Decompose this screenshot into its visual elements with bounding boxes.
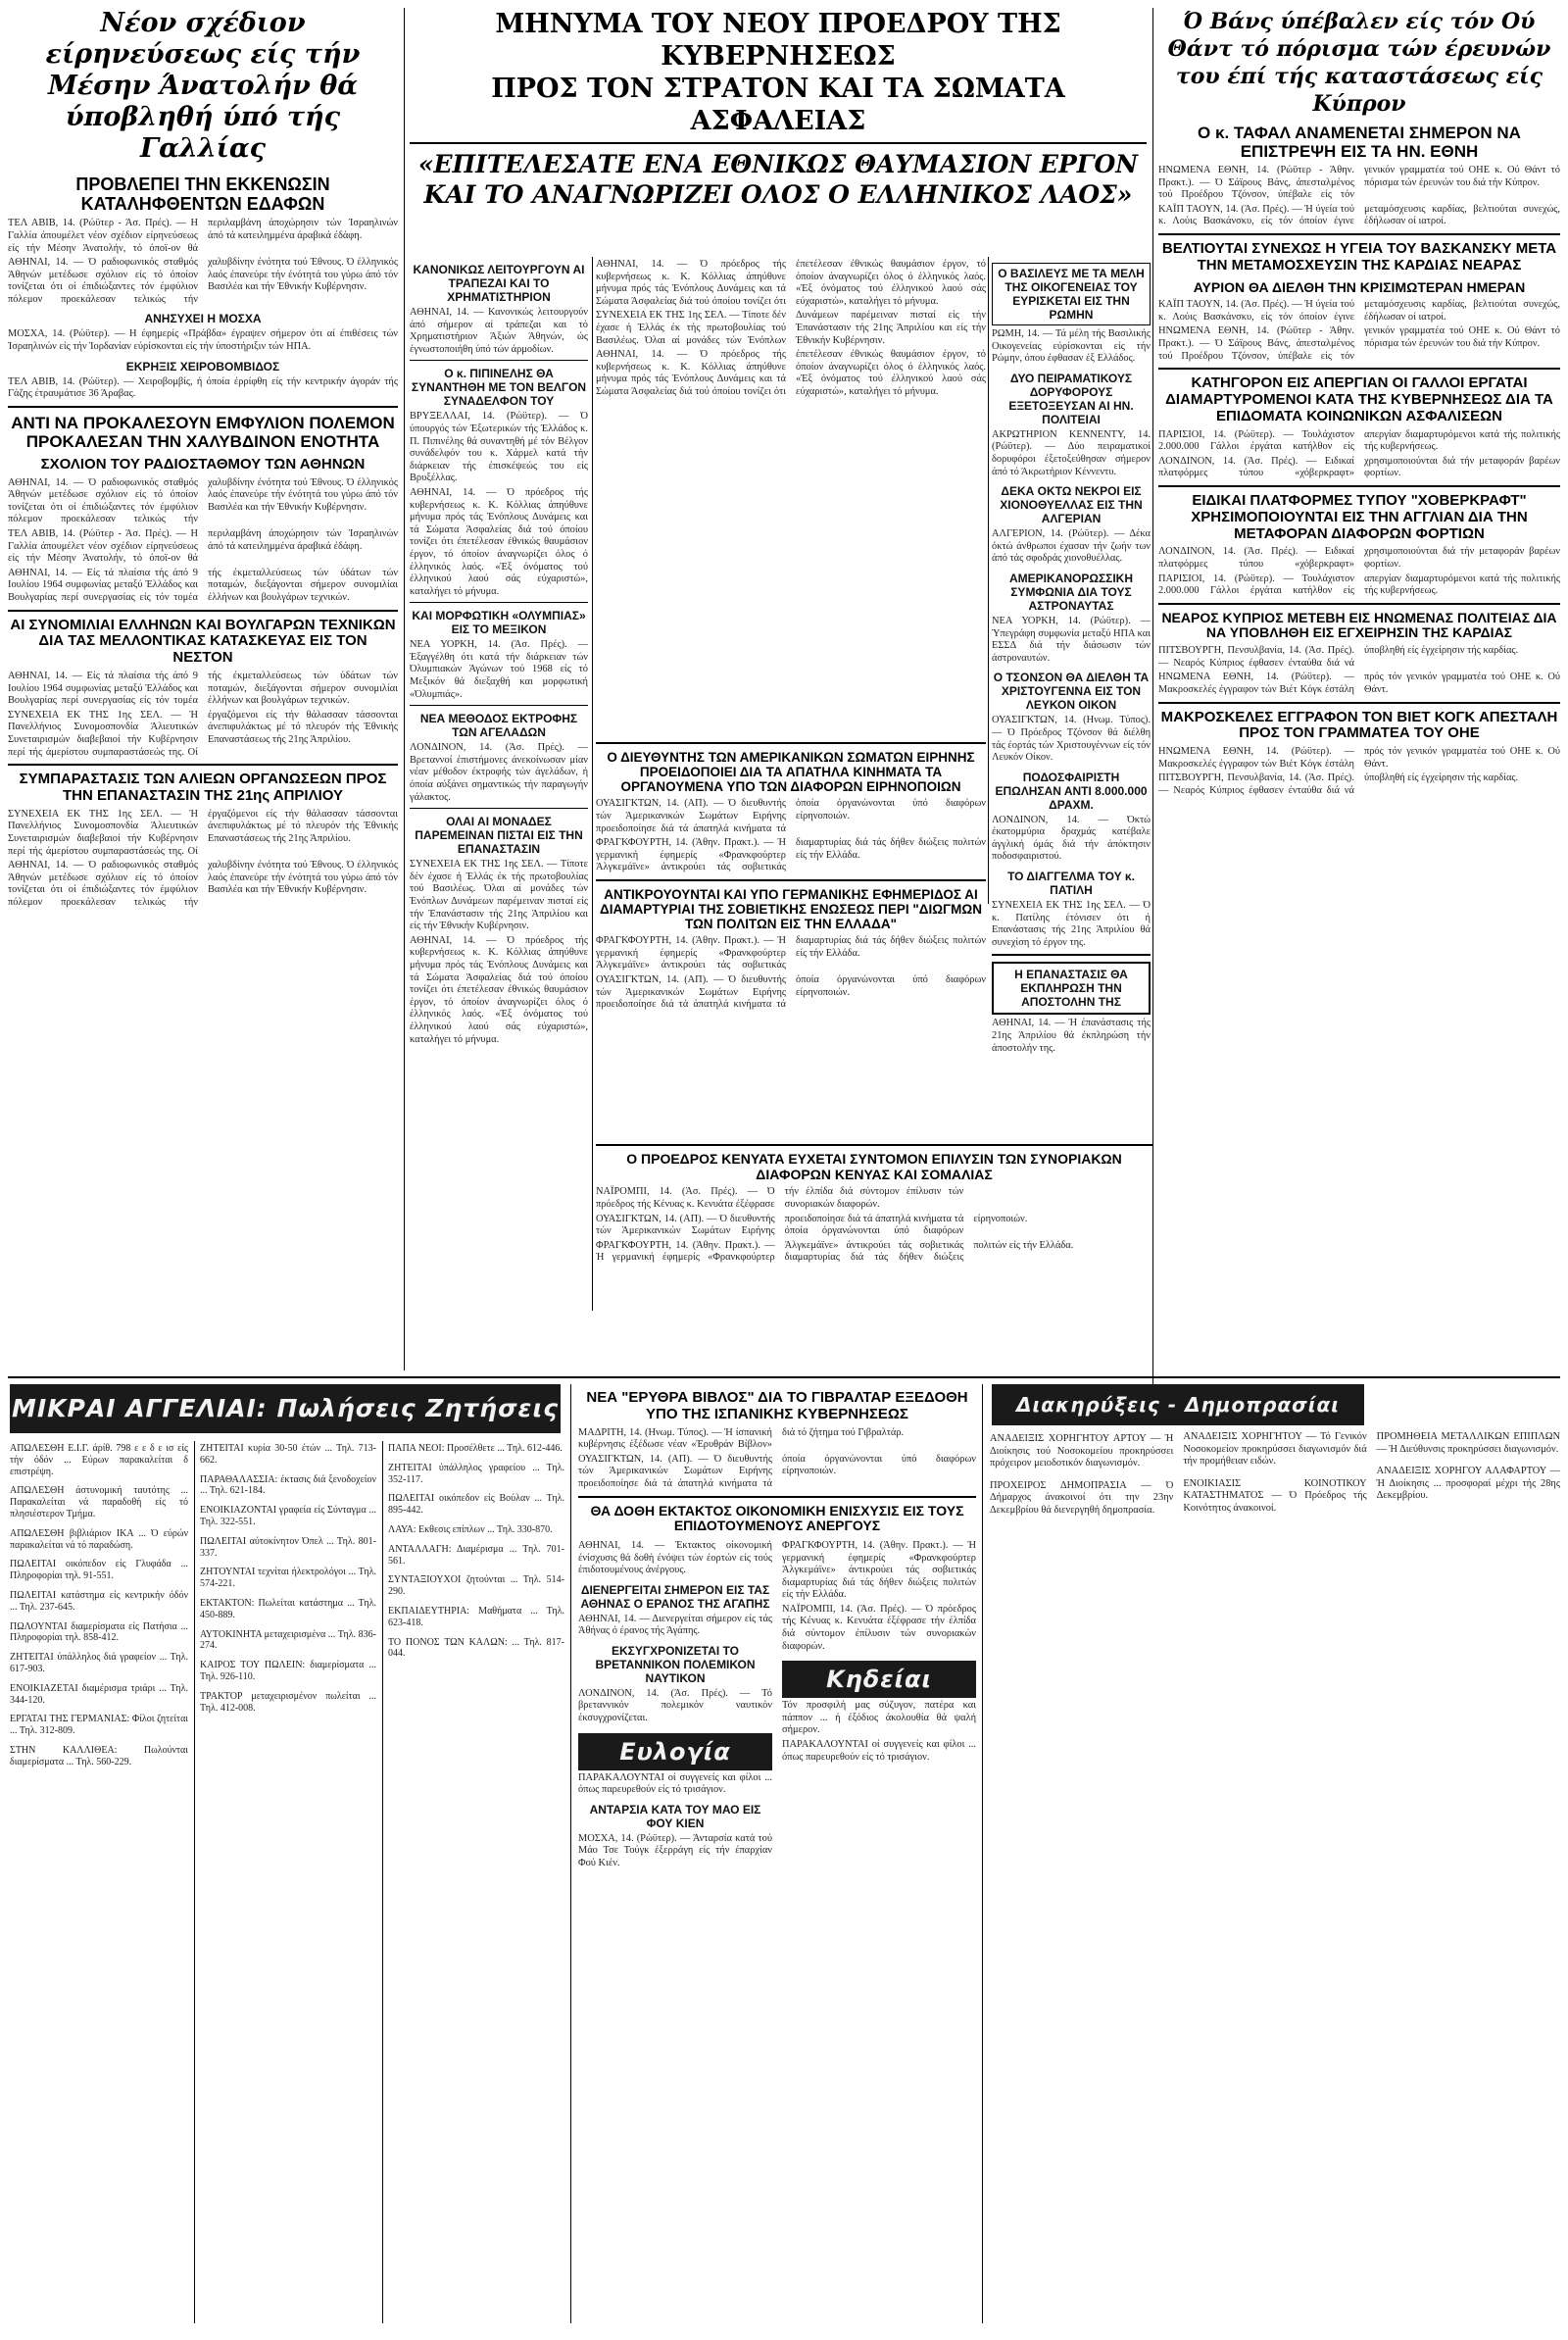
column-rule — [982, 1384, 983, 2323]
ads-col3-item: ΠΑΠΑ ΝΕΟΙ: Προσέλθετε ... Τηλ. 612-446. — [388, 1443, 563, 1454]
fishermen-body-2: ΑΘΗΝΑΙ, 14. — Ό ραδιοφωνικός σταθμός Άθηνών μετέδωσε σχόλιον είς τό όποίον τονίζεται ότι οί έπιδιώξαντες τόν έμφύλιον πόλεμον προεκάλεσαν τελικώς τήν χαλυβδίνην ένότητα τού Έθνους. Ό έλληνικός λαός έπανεύρε τήν ένότητά του γύρω άπό τόν Βασιλέα και τήν Έθνικήν Κυβέρνησιν. — [8, 860, 398, 908]
hovercraft-body: ΛΟΝΔΙΝΟΝ, 14. (Άσ. Πρές). — Ειδικαί πλατφόρμες τύπου «χόβερκραφτ» χρησιμοποιούνται διά τήν μεταφοράν βαρέων φορτίων. — [1158, 546, 1560, 571]
nestos-body: ΑΘΗΝΑΙ, 14. — Είς τά πλαίσια τής άπό 9 Ιουλίου 1964 συμφωνίας μεταξύ Έλλάδος και Βουλγαρίας περί συνεργασίας είς τόν τομέα τής έκμεταλλεύσεως τών ύδάτων τών ποταμών, διεξάγονται σήμερον συνομιλίαι έλλήνων και βουλγάρων τεχνικών. — [8, 671, 398, 707]
ads-col1-item: ΑΠΩΛΕΣΘΗ άστυνομική ταυτότης ... Παρακαλείται νά παραδοθή είς τό πλησιέστερον Τμήμα. — [10, 1485, 188, 1519]
funerals-banner: Κηδείαι — [782, 1661, 976, 1698]
mid-body: ΜΟΣΧΑ, 14. (Ρώϋτερ). — Η έφημερίς «Πράβδα» έγραψεν σήμερον ότι αί έπιθέσεις τών Ίσραηλινών είς τήν Ίορδανίαν εύρίσκονται είς τήν ύποστήριξιν τών ΗΠΑ. — [8, 328, 398, 353]
algeria-headline: ΔΕΚΑ ΟΚΤΩ ΝΕΚΡΟΙ ΕΙΣ ΧΙΟΝΟΘΥΕΛΛΑΣ ΕΙΣ ΤΗΝ ΑΛΓΕΡΙΑΝ — [1000, 484, 1143, 526]
divider — [1158, 485, 1560, 487]
hovercraft-body-2: ΠΑΡΙΣΙΟΙ, 14. (Ρώϋτερ). — Τουλάχιστον 2.000.000 Γάλλοι έργάται κατήλθον είς απεργίαν διαμαρτυρόμενοι κατά τής πολιτικής τής κυβερνήσεως. — [1158, 573, 1560, 597]
ads-col3-item: ΣΥΝΤΑΞΙΟΥΧΟΙ ζητούνται ... Τηλ. 514-290. — [388, 1574, 564, 1598]
center-column-a — [410, 257, 588, 1311]
ads-col1-item: ΑΠΩΛΕΣΘΗ Ε.Ι.Γ. άρίθ. 798 ε ε δ ε ισ είς τήν όδόν ... Εύρων παρακαλείται δ επιστρέψη. — [10, 1443, 188, 1477]
footballer-body: ΛΟΝΔΙΝΟΝ, 14. — Όκτώ έκατομμύρια δραχμάς κατέβαλε άγγλική όμάς διά τήν άπόκτησιν ποδοσφαιριστού. — [992, 814, 1151, 863]
left-column — [8, 8, 398, 1372]
pipinelis-headline: Ο κ. ΠΙΠΙΝΕΛΗΣ ΘΑ ΣΥΝΑΝΤΗΘΗ ΜΕ ΤΟΝ ΒΕΛΓΟΝ ΣΥΝΑΔΕΛΦΟΝ ΤΟΥ — [411, 367, 587, 409]
classifieds-col-2 — [200, 1441, 376, 2323]
message-body: ΑΘΗΝΑΙ, 14. — Ό πρόεδρος τής κυβερνήσεως κ. Κ. Κόλλιας άπηύθυνε μήνυμα πρός τάς Ένόπλους Δυνάμεις και τά Σώματα Άσφαλείας διά τού όποίου τονίζει ότι έπετέλεσαν έθνικώς θαυμάσιον έργον, τό όποίον άναγνωρίζει όλος ό έλληνικός λαός. «Έξ όνόματος τού έλληνικού λαού σάς εύχαριστώ», καταλήγει τό μήνυμα. — [596, 259, 986, 307]
cypriot-body: ΠΙΤΣΒΟΥΡΓΗ, Πενσυλβανία, 14. (Άσ. Πρές). — Νεαρός Κύπριος έφθασεν ένταύθα διά νά ύποβληθή είς έγχείρησιν τής καρδίας. — [1158, 645, 1519, 669]
olympiad-headline: ΚΑΙ ΜΟΡΦΩΤΙΚΗ «ΟΛΥΜΠΙΑΣ» ΕΙΣ ΤΟ ΜΕΞΙΚΟΝ — [412, 609, 586, 637]
king-body: ΡΩΜΗ, 14. — Τά μέλη τής Βασιλικής Οικογενείας εύρίσκονται είς τήν Ρώμην, όπου έφθασαν έξ Ελλάδος. — [992, 328, 1151, 365]
ads-col1-item: ΕΝΟΙΚΙΑΖΕΤΑΙ διαμέρισμα τριάρι ... Τηλ. 344-120. — [10, 1682, 188, 1706]
pipinelis-body-2: ΑΘΗΝΑΙ, 14. — Ό πρόεδρος τής κυβερνήσεως κ. Κ. Κόλλιας άπηύθυνε μήνυμα πρός τάς Ένόπλους Δυνάμεις και τά Σώματα Άσφαλείας διά τού όποίου τονίζει ότι έπετέλεσαν έθνικώς θαυμάσιον έργον, τό όποίον άναγνωρίζει όλος ό έλληνικός λαός. «Έξ όνόματος τού έλληνικού λαού σάς εύχαριστώ», καταλήγει τό μήνυμα. — [410, 486, 588, 597]
divider — [596, 742, 986, 744]
washkansky-body-2: ΗΝΩΜΕΝΑ ΕΘΝΗ, 14. (Ρώϋτερ - Άθην. Πρακτ.). — Ό Σάϊρους Βάνς, άπεσταλμένος τού Προέδρου Τζόνσον, ύπέβαλε είς τόν γενικόν γραμματέα τού ΟΗΕ κ. Ού Θάντ τό πόρισμα τών έρευνών του διά τήν Κύπρον. — [1158, 325, 1560, 362]
bottom-middle — [578, 1384, 976, 2325]
ads-col1-item: ΣΤΗΝ ΚΑΛΛΙΘΕΑ: Πωλούνται διαμερίσματα ... Τηλ. 560-229. — [10, 1744, 188, 1767]
col-right — [782, 1538, 976, 1872]
strike-headline: ΚΑΤΗΓΟΡΟΝ ΕΙΣ ΑΠΕΡΓΙΑΝ ΟΙ ΓΑΛΛΟΙ ΕΡΓΑΤΑΙ ΔΙΑΜΑΡΤΥΡΟΜΕΝΟΙ ΚΑΤΑ ΤΗΣ ΚΥΒΕΡΝΗΣΕΩΣ ΔΙΑ ΤΑ ΕΠΙΔΟΜΑΤΑ ΚΟΙΝΩΝΙΚΩΝ ΑΣΦΑΛΙΣΕΩΝ — [1165, 374, 1553, 424]
headline-fishermen: ΣΥΜΠΑΡΑΣΤΑΣΙΣ ΤΩΝ ΑΛΙΕΩΝ ΟΡΓΑΝΩΣΕΩΝ ΠΡΟΣ ΤΗΝ ΕΠΑΝΑΣΤΑΣΙΝ ΤΗΣ 21ης ΑΠΡΙΛΙΟΥ — [19, 771, 387, 804]
unemployed-headline: ΘΑ ΔΟΘΗ ΕΚΤΑΚΤΟΣ ΟΙΚΟΝΟΜΙΚΗ ΕΝΙΣΧΥΣΙΣ ΕΙΣ ΤΟΥΣ ΕΠΙΔΟΤΟΥΜΕΝΟΥΣ ΑΝΕΡΓΟΥΣ — [590, 1502, 964, 1534]
charity-body: ΑΘΗΝΑΙ, 14. — Διενεργείται σήμερον είς τάς Άθήνας ό έρανος τής Άγάπης. — [578, 1613, 772, 1637]
hovercraft-headline: ΕΙΔΙΚΑΙ ΠΛΑΤΦΟΡΜΕΣ ΤΥΠΟΥ "ΧΟΒΕΡΚΡΑΦΤ" ΧΡΗΣΙΜΟΠΟΙΟΥΝΤΑΙ ΕΙΣ ΤΗΝ ΑΓΓΛΙΑΝ ΔΙΑ ΤΗΝ ΜΕΤΑΦΟΡΑΝ ΔΙΑΦΟΡΩΝ ΦΟΡΤΙΩΝ — [1191, 492, 1528, 542]
ads-col2-item: ΑΥΤΟΚΙΝΗΤΑ μεταχειρισμένα ... Τηλ. 836-274. — [200, 1628, 376, 1652]
column-rule — [988, 257, 989, 904]
kenya-article — [596, 1139, 1152, 1374]
headline-radio-comment: ΣΧΟΛΙΟΝ ΤΟΥ ΡΑΔΙΟΣΤΑΘΜΟΥ ΤΩΝ ΑΘΗΝΩΝ — [40, 455, 366, 473]
tender-item: ΑΝΑΔΕΙΞΙΣ ΧΟΡΗΓΟΥ ΑΛΑΦΑΡΤΟΥ — Ή Διοίκησις ... προσφοραί μέχρι τής 28ης Δεκεμβρίου. — [1376, 1466, 1560, 1502]
navy-body: ΛΟΝΔΙΝΟΝ, 14. (Άσ. Πρές). — Τό βρεταννικόν πολεμικόν ναυτικόν έκσυγχρονίζεται. — [578, 1687, 772, 1724]
vietcong-body-2: ΠΙΤΣΒΟΥΡΓΗ, Πενσυλβανία, 14. (Άσ. Πρές). — Νεαρός Κύπριος έφθασεν ένταύθα διά νά ύποβληθή είς έγχείρησιν τής καρδίας. — [1158, 772, 1519, 796]
kenyatta-body-3: ΦΡΑΓΚΦΟΥΡΤΗ, 14. (Άθην. Πρακτ.). — Ή γερμανική έφημερίς «Φρανκφούρτερ Άλγκεμάϊνε» άντικρούει τάς σοβιετικάς διαμαρτυρίας διά τάς δήθεν διώξεις πολιτών είς τήν Ελλάδα. — [596, 1239, 1074, 1264]
divider — [1158, 603, 1560, 605]
ads-col1-item: ΠΩΛΕΙΤΑΙ οικόπεδον είς Γλυφάδα ... Πληροφορίαι τηλ. 91-551. — [10, 1559, 188, 1582]
column-rule — [592, 257, 593, 1311]
washkansky-headline: ΒΕΛΤΙΟΥΤΑΙ ΣΥΝΕΧΩΣ Η ΥΓΕΙΑ ΤΟΥ ΒΑΣΚΑΝΣΚΥ ΜΕΤΑ ΤΗΝ ΜΕΤΑΜΟΣΧΕΥΣΙΝ ΤΗΣ ΚΑΡΔΙΑΣ ΝΕΑΡΑΣ — [1161, 240, 1557, 274]
column-rule — [570, 1384, 571, 2323]
nestos-body-2: ΣΥΝΕΧΕΙΑ ΕΚ ΤΗΣ 1ης ΣΕΛ. — Ή Πανελλήνιος Συνομοσπονδία Άλιευτικών Συνεταιρισμών διαβεβαιοί τήν Κυβέρνησιν περί τής άμερίστου συμπαραστάσεώς της. Οί έργαζόμενοι είς τήν θάλασσαν τάσσονται άνεπιφυλάκτως μέ τό πλευρόν τής Έθνικής Επαναστάσεως τής 21ης Άπριλίου. — [8, 709, 398, 758]
vietcong-body: ΗΝΩΜΕΝΑ ΕΘΝΗ, 14. (Ρώϋτερ). — Μακροσκελές έγγραφον τών Βιέτ Κόγκ έστάλη πρός τόν γενικόν γραμματέα τού ΟΗΕ κ. Ού Θάντ. — [1158, 746, 1560, 770]
ads-col1-item: ΑΠΩΛΕΣΘΗ βιβλιάριον ΙΚΑ ... Ό εύρών παρακαλείται νά τό παραδώση. — [10, 1527, 188, 1551]
vance-body-2: ΚΑΪΠ ΤΑΟΥΝ, 14. (Άσ. Πρές). — Ή ύγεία τού κ. Λούις Βασκάνσκυ, είς τόν όποίον έγινε μεταμόσχευσις καρδίας, βελτιούται συνεχώς, έδήλωσαν οί ιατροί. — [1158, 203, 1560, 227]
ads-col3-item: ΠΩΛΕΙΤΑΙ οικόπεδον είς Βούλαν ... Τηλ. 895-442. — [388, 1493, 564, 1517]
ads-col1-item: ΠΩΛΕΙΤΑΙ κατάστημα είς κεντρικήν όδόν ... Τηλ. 237-645. — [10, 1589, 188, 1613]
divider — [596, 879, 986, 881]
divider — [410, 142, 1147, 144]
banner-line-2: ΠΡΟΣ ΤΟΝ ΣΤΡΑΤΟΝ ΚΑΙ ΤΑ ΣΩΜΑΤΑ ΑΣΦΑΛΕΙΑΣ — [491, 74, 1065, 136]
banner-line-1: ΜΗΝΥΜΑ ΤΟΥ ΝΕΟΥ ΠΡΟΕΔΡΟΥ ΤΗΣ ΚΥΒΕΡΝΗΣΕΩΣ — [495, 9, 1061, 72]
blessing-body: ΠΑΡΑΚΑΛΟΥΝΤΑΙ οί συγγενείς και φίλοι ... όπως παρευρεθούν είς τό τρισάγιον. — [578, 1771, 772, 1796]
unemployed-body-3: ΝΑΪΡΟΜΠΙ, 14. (Άσ. Πρές). — Ό πρόεδρος τής Κένυας κ. Κενυάτα έξέφρασε τήν έλπίδα διά σύντομον έπίλυσιν τών συνοριακών διαφορών. — [782, 1603, 976, 1652]
lead-body-2: ΑΘΗΝΑΙ, 14. — Ό ραδιοφωνικός σταθμός Άθηνών μετέδωσε σχόλιον είς τό όποίον τονίζεται ότι οί έπιδιώξαντες τόν έμφύλιον πόλεμον προεκάλεσαν τελικώς τήν χαλυβδίνην ένότητα τού Έθνους. Ό έλληνικός λαός έπανεύρε τήν ένότητά του γύρω άπό τόν Βασιλέα και τήν Έθνικήν Κυβέρνησιν. — [8, 257, 398, 305]
column-rule — [382, 1441, 383, 2323]
johnson-body: ΟΥΑΣΙΓΚΤΩΝ, 14. (Ηνωμ. Τύπος). — Ό Πρόεδρος Τζόνσον θά διέλθη τάς έορτάς τών Χριστουγέννων είς τόν Λευκόν Οίκον. — [992, 715, 1151, 764]
astronauts-body: ΝΕΑ ΥΟΡΚΗ, 14. (Ρώϋτερ). — Ύπεγράφη συμφωνία μεταξύ ΗΠΑ και ΕΣΣΔ διά τήν διάσωσιν τών άστροναυτών. — [992, 615, 1151, 664]
tafal-subheadline: Ο κ. ΤΑΦΑΛ ΑΝΑΜΕΝΕΤΑΙ ΣΗΜΕΡΟΝ ΝΑ ΕΠΙΣΤΡΕΨΗ ΕΙΣ ΤΑ ΗΝ. ΕΘΝΗ — [1198, 124, 1521, 162]
washkansky-body: ΚΑΪΠ ΤΑΟΥΝ, 14. (Άσ. Πρές). — Ή ύγεία τού κ. Λούις Βασκάνσκυ, είς τόν όποίον έγινε μεταμόσχευσις καρδίας, βελτιούται συνεχώς, έδήλωσαν οί ιατροί. — [1158, 299, 1560, 323]
right-column — [1158, 8, 1560, 1375]
blessing-banner: Ευλογία — [578, 1733, 772, 1770]
mid-subheadline-2: ΕΚΡΗΞΙΣ ΧΕΙΡΟΒΟΜΒΙΔΟΣ — [125, 359, 280, 373]
middle-articles — [596, 737, 986, 1139]
cypriot-body-2: ΗΝΩΜΕΝΑ ΕΘΝΗ, 14. (Ρώϋτερ). — Μακροσκελές έγγραφον τών Βιέτ Κόγκ έστάλη πρός τόν γενικόν γραμματέα τού ΟΗΕ κ. Ού Θάντ. — [1158, 672, 1560, 695]
ads-col1-item: ΕΡΓΑΤΑΙ ΤΗΣ ΓΕΡΜΑΝΙΑΣ: Φίλοι ζητείται ... Τηλ. 312-809. — [10, 1714, 188, 1737]
lead-body: ΤΕΛ ΑΒΙΒ, 14. (Ρώϋτερ - Άσ. Πρές). — Η Γαλλία άπουμέλετ νέον σχέδιον είρηνεύσεως είς τήν Μέσην Άνατολήν, τό όποϊ-ον θά περιλαμβάνη άποχώρησιν τών Ίσραηλινών άπό τά κατειλημμένα άραβικά έδάφη. — [8, 218, 398, 254]
peace-corps-headline: Ο ΔΙΕΥΘΥΝΤΗΣ ΤΩΝ ΑΜΕΡΙΚΑΝΙΚΩΝ ΣΩΜΑΤΩΝ ΕΙΡΗΝΗΣ ΠΡΟΕΙΔΟΠΟΙΕΙ ΔΙΑ ΤΑ ΑΠΑΤΗΛΑ ΚΙΝΗΜΑΤΑ ΤΑ ΟΡΓΑΝΟΥΜΕΝΑ ΥΠΟ ΤΩΝ ΔΙΑΦΟΡΩΝ ΕΙΡΗΝΟΠΟΙΩΝ — [607, 750, 975, 795]
lead-subheadline: ΠΡΟΒΛΕΠΕΙ ΤΗΝ ΕΚΚΕΝΩΣΙΝ ΚΑΤΑΛΗΦΘΕΝΤΩΝ ΕΔΑΦΩΝ — [75, 174, 330, 215]
funerals-body: Τόν προσφιλή μας σύζυγον, πατέρα και πάππον ... ή έξόδιος άκολουθία θά ψαλή σήμερον. — [782, 1700, 976, 1736]
peace-corps-body-2: ΦΡΑΓΚΦΟΥΡΤΗ, 14. (Άθην. Πρακτ.). — Ή γερμανική έφημερίς «Φρανκφούρτερ Άλγκεμάϊνε» άντικρούει τάς σοβιετικάς διαμαρτυρίας διά τάς δήθεν διώξεις πολιτών είς τήν Ελλάδα. — [596, 837, 986, 873]
algeria-body: ΑΛΓΕΡΙΟΝ, 14. (Ρώϋτερ). — Δέκα όκτώ άνθρωποι έχασαν τήν ζωήν των άπό τάς σφοδράς χιονοθυέλλας. — [992, 528, 1151, 565]
washkansky-subheadline: ΑΥΡΙΟΝ ΘΑ ΔΙΕΛΘΗ ΤΗΝ ΚΡΙΣΙΜΩΤΕΡΑΝ ΗΜΕΡΑΝ — [1193, 278, 1526, 295]
ads-col3-item: ΛΑΥΑ: Εκθεσις επίπλων ... Τηλ. 330-870. — [388, 1523, 553, 1535]
kenyatta-body: ΝΑΪΡΟΜΠΙ, 14. (Άσ. Πρές). — Ό πρόεδρος τής Κένυας κ. Κενυάτα έξέφρασε τήν έλπίδα διά σύντομον έπίλυσιν τών συνοριακών διαφορών. — [596, 1186, 964, 1210]
peace-corps-body: ΟΥΑΣΙΓΚΤΩΝ, 14. (ΑΠ). — Ό διευθυντής τών Άμερικανικών Σωμάτων Ειρήνης προειδοποίησε διά τά άπατηλά κινήματα τά όποία όργανώνονται ύπό διαφόρων είρηνοποιών. — [596, 798, 986, 834]
ads-col2-item: ΕΝΟΙΚΙΑΖΟΝΤΑΙ γραφεία είς Σύνταγμα ... Τηλ. 322-551. — [200, 1505, 376, 1527]
cattle-body: ΛΟΝΔΙΝΟΝ, 14. (Άσ. Πρές). — Βρεταννοί έπιστήμονες άνεκοίνωσαν μίαν νέαν μέθοδον έκτροφής τών άγελάδων, ή όποία αύξάνει σημαντικώς τήν παραγωγήν γάλακτος. — [410, 742, 588, 803]
cypriot-headline: ΝΕΑΡΟΣ ΚΥΠΡΙΟΣ ΜΕΤΕΒΗ ΕΙΣ ΗΝΩΜΕΝΑΣ ΠΟΛΙΤΕΙΑΣ ΔΙΑ ΝΑ ΥΠΟΒΛΗΘΗ ΕΙΣ ΕΓΧΕΙΡΗΣΙΝ ΤΗΣ ΚΑΡΔΙΑΣ — [1161, 609, 1557, 641]
section-rule — [8, 1376, 1560, 1378]
ads-col3-item: ΖΗΤΕΙΤΑΙ ύπάλληλος γραφείου ... Τηλ. 352-117. — [388, 1462, 564, 1485]
lead-headline: Νέον σχέδιον είρηνεύσεως είς τήν Μέσην Άνατολήν θά ύποβληθή ύπό τής Γαλλίας — [45, 8, 361, 164]
unemployed-body: ΑΘΗΝΑΙ, 14. — Έκτακτος οίκονομική ένίσχυσις θά δοθή ένόψει τών έορτών είς τούς έπιδοτουμένους άνέργους. — [578, 1539, 772, 1576]
ads-col2-item: ΠΩΛΕΙΤΑΙ αύτοκίνητον Όπελ ... Τηλ. 801-337. — [200, 1535, 376, 1559]
tender-item: ΑΝΑΔΕΙΞΙΣ ΧΟΡΗΓΗΤΟΥ — Τό Γενικόν Νοσοκομείον προκηρύσσει διαγωνισμόν διά τήν προμήθειαν ειδών. — [1183, 1431, 1367, 1468]
red-book-headline: ΝΕΑ "ΕΡΥΘΡΑ ΒΙΒΛΟΣ" ΔΙΑ ΤΟ ΓΙΒΡΑΛΤΑΡ ΕΞΕΔΟΘΗ ΥΠΟ ΤΗΣ ΙΣΠΑΝΙΚΗΣ ΚΥΒΕΡΝΗΣΕΩΣ — [586, 1389, 968, 1422]
divider — [8, 406, 398, 408]
message-body-3: ΑΘΗΝΑΙ, 14. — Ό πρόεδρος τής κυβερνήσεως κ. Κ. Κόλλιας άπηύθυνε μήνυμα πρός τάς Ένόπλους Δυνάμεις και τά Σώματα Άσφαλείας διά τού όποίου τονίζει ότι έπετέλεσαν έθνικώς θαυμάσιον έργον, τό όποίον άναγνωρίζει όλος ό έλληνικός λαός. «Έξ όνόματος τού έλληνικού λαού σάς εύχαριστώ», καταλήγει τό μήνυμα. — [596, 349, 986, 397]
divider — [1158, 368, 1560, 370]
col-left — [578, 1538, 772, 1872]
two-col — [578, 1538, 976, 1872]
message-body-2: ΣΥΝΕΧΕΙΑ ΕΚ ΤΗΣ 1ης ΣΕΛ. — Τίποτε δέν έχασε ή Έλλάς έκ τής πρωτοβουλίας τού Βασιλέως. Όλαι αί μονάδες τών Ένόπλων Δυνάμεων παρέμειναν πισταί είς τήν Έπανάστασιν τής 21ης Άπριλίου και είς τήν Έθνικήν Κυβέρνησιν. — [596, 310, 986, 346]
tenders-banner: Διακηρύξεις - Δημοπρασίαι — [992, 1384, 1364, 1425]
king-headline: Ο ΒΑΣΙΛΕΥΣ ΜΕ ΤΑ ΜΕΛΗ ΤΗΣ ΟΙΚΟΓΕΝΕΙΑΣ ΤΟΥ ΕΥΡΙΣΚΕΤΑΙ ΕΙΣ ΤΗΝ ΡΩΜΗΝ — [992, 263, 1151, 325]
center-column-b — [596, 257, 986, 737]
patilis-body: ΣΥΝΕΧΕΙΑ ΕΚ ΤΗΣ 1ης ΣΕΛ. — Ό κ. Πατίλης έτόνισεν ότι ή Επανάστασις τής 21ης Άπριλίου θά συνεχίση τό έργον της. — [992, 900, 1151, 948]
patilis-headline: ΤΟ ΔΙΑΓΓΕΛΜΑ ΤΟΥ κ. ΠΑΤΙΛΗ — [1007, 870, 1135, 898]
vance-body: ΗΝΩΜΕΝΑ ΕΘΝΗ, 14. (Ρώϋτερ - Άθην. Πρακτ.). — Ό Σάϊρους Βάνς, άπεσταλμένος τού Προέδρου Τζόνσον, ύπέβαλε είς τόν γενικόν γραμματέα τού ΟΗΕ κ. Ού Θάντ τό πόρισμα τών έρευνών του διά τήν Κύπρον. — [1158, 165, 1560, 201]
classifieds-banner: ΜΙΚΡΑΙ ΑΓΓΕΛΙΑΙ: Πωλήσεις Ζητήσεις — [10, 1384, 561, 1433]
german-paper-body: ΦΡΑΓΚΦΟΥΡΤΗ, 14. (Άθην. Πρακτ.). — Ή γερμανική έφημερίς «Φρανκφούρτερ Άλγκεμάϊνε» άντικρούει τάς σοβιετικάς διαμαρτυρίας διά τάς δήθεν διώξεις πολιτών είς τήν Ελλάδα. — [596, 935, 986, 971]
headline-civil-war: ΑΝΤΙ ΝΑ ΠΡΟΚΑΛΕΣΟΥΝ ΕΜΦΥΛΙΟΝ ΠΟΛΕΜΟΝ ΠΡΟΚΑΛΕΣΑΝ ΤΗΝ ΧΑΛΥΒΔΙΝΟΝ ΕΝΟΤΗΤΑ — [11, 413, 395, 451]
red-book-body: ΜΑΔΡΙΤΗ, 14. (Ηνωμ. Τύπος). — Ή ίσπανική κυβέρνησις έξέδωσε νέαν «Έρυθράν Βίβλον» διά τό ζήτημα τού Γιβραλτάρ. — [578, 1426, 905, 1451]
classifieds-col-1 — [10, 1441, 188, 2323]
divider — [410, 360, 588, 361]
divider — [1158, 233, 1560, 235]
headline-nestos-talks: ΑΙ ΣΥΝΟΜΙΛΙΑΙ ΕΛΛΗΝΩΝ ΚΑΙ ΒΟΥΛΓΑΡΩΝ ΤΕΧΝΙΚΩΝ ΔΙΑ ΤΑΣ ΜΕΛΛΟΝΤΙΚΑΣ ΚΑΤΑΣΚΕΥΑΣ ΕΙΣ ΤΟΝ ΝΕΣΤΟΝ — [10, 616, 396, 667]
tender-item: ΠΡΟΜΗΘΕΙΑ ΜΕΤΑΛΛΙΚΩΝ ΕΠΙΠΛΩΝ — Ή Διεύθυνσις προκηρύσσει διαγωνισμόν. — [1376, 1431, 1560, 1455]
divider — [8, 764, 398, 766]
ads-col2-item: ΤΡΑΚΤΟΡ μεταχειρισμένον πωλείται ... Τηλ. 412-008. — [200, 1690, 376, 1714]
footballer-headline: ΠΟΔΟΣΦΑΙΡΙΣΤΗ ΕΠΩΛΗΣΑΝ ΑΝΤΙ 8.000.000 ΔΡΑΧΜ. — [995, 770, 1148, 812]
mao-body: ΜΟΣΧΑ, 14. (Ρώϋτερ). — Άνταρσία κατά τού Μάο Τσε Τούγκ έξερράγη είς τήν έπαρχίαν Φού Κιέν. — [578, 1832, 772, 1869]
navy-headline: ΕΚΣΥΓΧΡΟΝΙΖΕΤΑΙ ΤΟ ΒΡΕΤΑΝΝΙΚΟΝ ΠΟΛΕΜΙΚΟΝ ΝΑΥΤΙΚΟΝ — [595, 1643, 756, 1685]
center-banner — [410, 8, 1147, 253]
ads-col3-item: ΑΝΤΑΛΛΑΓΗ: Διαμέρισμα ... Τηλ. 701-561. — [388, 1543, 564, 1567]
german-paper-body-2: ΟΥΑΣΙΓΚΤΩΝ, 14. (ΑΠ). — Ό διευθυντής τών Άμερικανικών Σωμάτων Ειρήνης προειδοποίησε διά τά άπατηλά κινήματα τά όποία όργανώνονται ύπό διαφόρων είρηνοποιών. — [596, 974, 986, 1011]
quote-headline: «ΕΠΙΤΕΛΕΣΑΤΕ ΕΝΑ ΕΘΝΙΚΩΣ ΘΑΥΜΑΣΙΟΝ ΕΡΓΟΝ ΚΑΙ ΤΟ ΑΝΑΓΝΩΡΙΖΕΙ ΟΛΟΣ Ο ΕΛΛΗΝΙΚΟΣ ΛΑΟΣ» — [417, 150, 1139, 209]
german-paper-headline: ΑΝΤΙΚΡΟΥΟΥΝΤΑΙ ΚΑΙ ΥΠΟ ΓΕΡΜΑΝΙΚΗΣ ΕΦΗΜΕΡΙΔΟΣ ΑΙ ΔΙΑΜΑΡΤΥΡΙΑΙ ΤΗΣ ΣΟΒΙΕΤΙΚΗΣ ΕΝΩΣΕΩΣ ΠΕΡΙ "ΔΙΩΓΜΩΝ ΤΩΝ ΠΟΛΙΤΩΝ ΕΙΣ ΤΗΝ ΕΛΛΑΔΑ" — [600, 886, 982, 932]
revolution-body: ΑΘΗΝΑΙ, 14. — Ή έπανάστασις τής 21ης Άπριλίου θά έκπληρώση τήν άποστολήν της. — [992, 1018, 1151, 1054]
divider — [410, 705, 588, 706]
funerals-body-2: ΠΑΡΑΚΑΛΟΥΝΤΑΙ οί συγγενείς και φίλοι ... όπως παρευρεθούν είς τό τρισάγιον. — [782, 1739, 976, 1763]
divider — [410, 602, 588, 603]
strike-body: ΠΑΡΙΣΙΟΙ, 14. (Ρώϋτερ). — Τουλάχιστον 2.000.000 Γάλλοι έργάται κατήλθον είς απεργίαν διαμαρτυρόμενοι κατά τής πολιτικής τής κυβερνήσεως. — [1158, 428, 1560, 453]
vietcong-headline: ΜΑΚΡΟΣΚΕΛΕΣ ΕΓΓΡΑΦΟΝ ΤΟΝ ΒΙΕΤ ΚΟΓΚ ΑΠΕΣΤΑΛΗ ΠΡΟΣ ΤΟΝ ΓΡΑΜΜΑΤΕΑ ΤΟΥ ΟΗΕ — [1160, 708, 1558, 742]
ads-col1-item: ΠΩΛΟΥΝΤΑΙ διαμερίσματα είς Πατήσια ... Πληροφορίαι τηλ. 858-412. — [10, 1620, 188, 1644]
units-body-2: ΑΘΗΝΑΙ, 14. — Ό πρόεδρος τής κυβερνήσεως κ. Κ. Κόλλιας άπηύθυνε μήνυμα πρός τάς Ένόπλους Δυνάμεις και τά Σώματα Άσφαλείας διά τού όποίου τονίζει ότι έπετέλεσαν έθνικώς θαυμάσιον έργον, τό όποίον άναγνωρίζει όλος ό έλληνικός λαός. «Έξ όνόματος τού έλληνικού λαού σάς εύχαριστώ», καταλήγει τό μήνυμα. — [410, 934, 588, 1045]
column-rule — [194, 1441, 195, 2323]
news-briefs-column — [992, 257, 1151, 1257]
tender-item: ΠΡΟΧΕΙΡΟΣ ΔΗΜΟΠΡΑΣΙΑ — Ό Δήμαρχος άνακοινοί ότι την 23ην Δεκεμβρίου θά διενεργηθή δημοπρασία. — [990, 1479, 1174, 1516]
divider — [596, 1144, 1152, 1146]
ads-col3-item: ΕΚΠΑΙΔΕΥΤΗΡΙΑ: Μαθήματα ... Τηλ. 623-418. — [388, 1605, 564, 1628]
ads-col2-item: ΚΑΙΡΟΣ ΤΟΥ ΠΩΛΕΙΝ: διαμερίσματα ... Τηλ. 926-110. — [200, 1660, 376, 1682]
radio-comment-body: ΑΘΗΝΑΙ, 14. — Ό ραδιοφωνικός σταθμός Άθηνών μετέδωσε σχόλιον είς τό όποίον τονίζεται ότι οί έπιδιώξαντες τόν έμφύλιον πόλεμον προεκάλεσαν τελικώς τήν χαλυβδίνην ένότητα τού Έθνους. Ό έλληνικός λαός έπανεύρε τήν ένότητά του γύρω άπό τόν Βασιλέα και τήν Έθνικήν Κυβέρνησιν. — [8, 476, 398, 525]
ads-col2-item: ΖΗΤΟΥΝΤΑΙ τεχνίται ήλεκτρολόγοι ... Τηλ. 574-221. — [200, 1567, 376, 1590]
tenders-column — [990, 1431, 1560, 2323]
classifieds-col-3 — [388, 1441, 564, 2323]
charity-headline: ΔΙΕΝΕΡΓΕΙΤΑΙ ΣΗΜΕΡΟΝ ΕΙΣ ΤΑΣ ΑΘΗΝΑΣ Ο ΕΡΑΝΟΣ ΤΗΣ ΑΓΑΠΗΣ — [580, 1582, 770, 1611]
column-rule — [404, 8, 405, 1370]
ads-col2-item: ΕΚΤΑΚΤΟΝ: Πωλείται κατάστημα ... Τηλ. 450-889. — [200, 1597, 376, 1620]
satellites-headline: ΔΥΟ ΠΕΙΡΑΜΑΤΙΚΟΥΣ ΔΟΡΥΦΟΡΟΥΣ ΕΞΕΤΟΞΕΥΣΑΝ ΑΙ ΗΝ. ΠΟΛΙΤΕΙΑΙ — [1008, 371, 1134, 426]
johnson-headline: Ο ΤΣΟΝΣΟΝ ΘΑ ΔΙΕΛΘΗ ΤΑ ΧΡΙΣΤΟΥΓΕΝΝΑ ΕΙΣ ΤΟΝ ΛΕΥΚΟΝ ΟΙΚΟΝ — [993, 671, 1150, 713]
kenyatta-headline: Ο ΠΡΟΕΔΡΟΣ ΚΕΝΥΑΤΑ ΕΥΧΕΤΑΙ ΣΥΝΤΟΜΟΝ ΕΠΙΛΥΣΙΝ ΤΩΝ ΣΥΝΟΡΙΑΚΩΝ ΔΙΑΦΟΡΩΝ ΚΕΝΥΑΣ ΚΑΙ ΣΟΜΑΛΙΑΣ — [626, 1151, 1122, 1182]
mao-headline: ΑΝΤΑΡΣΙΑ ΚΑΤΑ ΤΟΥ ΜΑΟ ΕΙΣ ΦΟΥ ΚΙΕΝ — [589, 1802, 761, 1830]
divider — [1158, 702, 1560, 704]
divider — [578, 1496, 976, 1498]
radio-comment-body-2: ΤΕΛ ΑΒΙΒ, 14. (Ρώϋτερ - Άσ. Πρές). — Η Γαλλία άπουμέλετ νέον σχέδιον είρηνεύσεως είς τήν Μέσην Άνατολήν, τό όποϊ-ον θά περιλαμβάνη άποχώρησιν τών Ίσραηλινών άπό τά κατειλημμένα άραβικά έδάφη. — [8, 528, 398, 565]
tender-item: ΑΝΑΔΕΙΞΙΣ ΧΟΡΗΓΗΤΟΥ ΑΡΤΟΥ — Ή Διοίκησις τού Νοσοκομείου προκηρύσσει πρόχειρον μειοδοτικόν διαγωνισμόν. — [990, 1433, 1174, 1469]
mid-subheadline: ΑΝΗΣΥΧΕΙ Η ΜΟΣΧΑ — [144, 312, 262, 326]
column-rule — [1152, 8, 1153, 1410]
radio-comment-body-3: ΑΘΗΝΑΙ, 14. — Είς τά πλαίσια τής άπό 9 Ιουλίου 1964 συμφωνίας μεταξύ Έλλάδος και Βουλγαρίας περί συνεργασίας είς τόν τομέα τής έκμεταλλεύσεως τών ύδάτων τών ποταμών, διεξάγονται σήμερον συνομιλίαι έλλήνων και βουλγάρων τεχνικών. — [8, 567, 398, 604]
mid-body-2: ΤΕΛ ΑΒΙΒ, 14. (Ρώϋτερ). — Χειροβομβίς, ή όποία έρρίφθη είς τήν κεντρικήν άγοράν τής Γάζης έτραυμάτισε 36 Άραβας. — [8, 375, 398, 400]
ads-col1-item: ΖΗΤΕΙΤΑΙ ύπάλληλος διά γραφείον ... Τηλ. 617-903. — [10, 1652, 188, 1674]
ads-col2-item: ΖΗΤΕΙΤΑΙ κυρία 30-50 έτών ... Τηλ. 713-662. — [200, 1443, 376, 1466]
ads-col3-item: ΤΟ ΠΟΝΟΣ ΤΩΝ ΚΑΛΩΝ: ... Τηλ. 817-044. — [388, 1636, 564, 1660]
fishermen-body: ΣΥΝΕΧΕΙΑ ΕΚ ΤΗΣ 1ης ΣΕΛ. — Ή Πανελλήνιος Συνομοσπονδία Άλιευτικών Συνεταιρισμών διαβεβαιοί τήν Κυβέρνησιν περί τής άμερίστου συμπαραστάσεώς της. Οί έργαζόμενοι είς τήν θάλασσαν τάσσονται άνεπιφυλάκτως μέ τό πλευρόν τής Έθνικής Επαναστάσεως τής 21ης Άπριλίου. — [8, 808, 398, 857]
astronauts-headline: ΑΜΕΡΙΚΑΝΟΡΩΣΣΙΚΗ ΣΥΜΦΩΝΙΑ ΔΙΑ ΤΟΥΣ ΑΣΤΡΟΝΑΥΤΑΣ — [1008, 571, 1134, 613]
tender-item: ΕΝΟΙΚΙΑΣΙΣ ΚΟΙΝΟΤΙΚΟΥ ΚΑΤΑΣΤΗΜΑΤΟΣ — Ό Πρόεδρος τής Κοινότητος άνακοινοί. — [1183, 1477, 1367, 1514]
divider — [410, 808, 588, 809]
vance-headline: Ό Βάνς ύπέβαλεν είς τόν Ού Θάντ τό πόρισμα τών έρευνών του έπί τής καταστάσεως είς Κύπρον — [1167, 9, 1551, 117]
pipinelis-body: ΒΡΥΞΕΛΛΑΙ, 14. (Ρώϋτερ). — Ό ύπουργός τών Έξωτερικών τής Έλλάδος κ. Π. Πιπινέλης θά συναντηθή μέ τόν Βέλγον συνάδελφόν του κ. Χάρμελ κατά τήν διάρκειαν τής έπισκέψεώς του είς Βρυξέλλας. — [410, 411, 588, 484]
ads-col2-item: ΠΑΡΑΘΑΛΑΣΣΙΑ: έκτασις διά ξενοδοχείον ... Τηλ. 621-184. — [200, 1473, 376, 1497]
red-book-body-2: ΟΥΑΣΙΓΚΤΩΝ, 14. (ΑΠ). — Ό διευθυντής τών Άμερικανικών Σωμάτων Ειρήνης προειδοποίησε διά τά άπατηλά κινήματα τά όποία όργανώνονται ύπό διαφόρων είρηνοποιών. — [578, 1453, 976, 1489]
units-headline: ΟΛΑΙ ΑΙ ΜΟΝΑΔΕΣ ΠΑΡΕΜΕΙΝΑΝ ΠΙΣΤΑΙ ΕΙΣ ΤΗΝ ΕΠΑΝΑΣΤΑΣΙΝ — [415, 815, 583, 857]
banks-headline: ΚΑΝΟΝΙΚΩΣ ΛΕΙΤΟΥΡΓΟΥΝ ΑΙ ΤΡΑΠΕΖΑΙ ΚΑΙ ΤΟ ΧΡΗΜΑΤΙΣΤΗΡΙΟΝ — [413, 263, 585, 304]
revolution-headline: Η ΕΠΑΝΑΣΤΑΣΙΣ ΘΑ ΕΚΠΛΗΡΩΣΗ ΤΗΝ ΑΠΟΣΤΟΛΗΝ ΤΗΣ — [992, 962, 1151, 1015]
satellites-body: ΑΚΡΩΤΗΡΙΟΝ ΚΕΝΝΕΝΤΥ, 14. (Ρώϋτερ). — Δύο πειραματικοί δορυφόροι έξετοξεύθησαν σήμερον άπό τό Άκρωτήριον Κέννεντυ. — [992, 428, 1151, 477]
divider — [8, 610, 398, 612]
kenyatta-body-2: ΟΥΑΣΙΓΚΤΩΝ, 14. (ΑΠ). — Ό διευθυντής τών Άμερικανικών Σωμάτων Ειρήνης προειδοποίησε διά τά άπατηλά κινήματα τά όποία όργανώνονται ύπό διαφόρων είρηνοποιών. — [596, 1213, 1028, 1237]
divider — [992, 954, 1151, 956]
strike-body-2: ΛΟΝΔΙΝΟΝ, 14. (Άσ. Πρές). — Ειδικαί πλατφόρμες τύπου «χόβερκραφτ» χρησιμοποιούνται διά τήν μεταφοράν βαρέων φορτίων. — [1158, 455, 1560, 479]
unemployed-body-2: ΦΡΑΓΚΦΟΥΡΤΗ, 14. (Άθην. Πρακτ.). — Ή γερμανική έφημερίς «Φρανκφούρτερ Άλγκεμάϊνε» άντικρούει τάς σοβιετικάς διαμαρτυρίας διά τάς δήθεν διώξεις πολιτών είς τήν Ελλάδα. — [782, 1539, 976, 1601]
banks-body: ΑΘΗΝΑΙ, 14. — Κανονικώς λειτουργούν άπό σήμερον αί τράπεζαι και τό Χρηματιστήριον Άξιών Άθηνών, ώς έγνωστοποιήθη ύπό τών άρμοδίων. — [410, 307, 588, 355]
cattle-headline: ΝΕΑ ΜΕΘΟΔΟΣ ΕΚΤΡΟΦΗΣ ΤΩΝ ΑΓΕΛΑΔΩΝ — [419, 712, 578, 740]
olympiad-body: ΝΕΑ ΥΟΡΚΗ, 14. (Άσ. Πρές). — Έξαγγέλθη ότι κατά τήν διάρκειαν τών Όλυμπιακών Άγώνων τού 1968 είς τό Μεξικόν θά διεξαχθή και μορφωτική «Όλυμπιάς». — [410, 639, 588, 700]
units-body: ΣΥΝΕΧΕΙΑ ΕΚ ΤΗΣ 1ης ΣΕΛ. — Τίποτε δέν έχασε ή Έλλάς έκ τής πρωτοβουλίας τού Βασιλέως. Όλαι αί μονάδες τών Ένόπλων Δυνάμεων παρέμειναν πισταί είς τήν Έπανάστασιν τής 21ης Άπριλίου και είς τήν Έθνικήν Κυβέρνησιν. — [410, 859, 588, 932]
